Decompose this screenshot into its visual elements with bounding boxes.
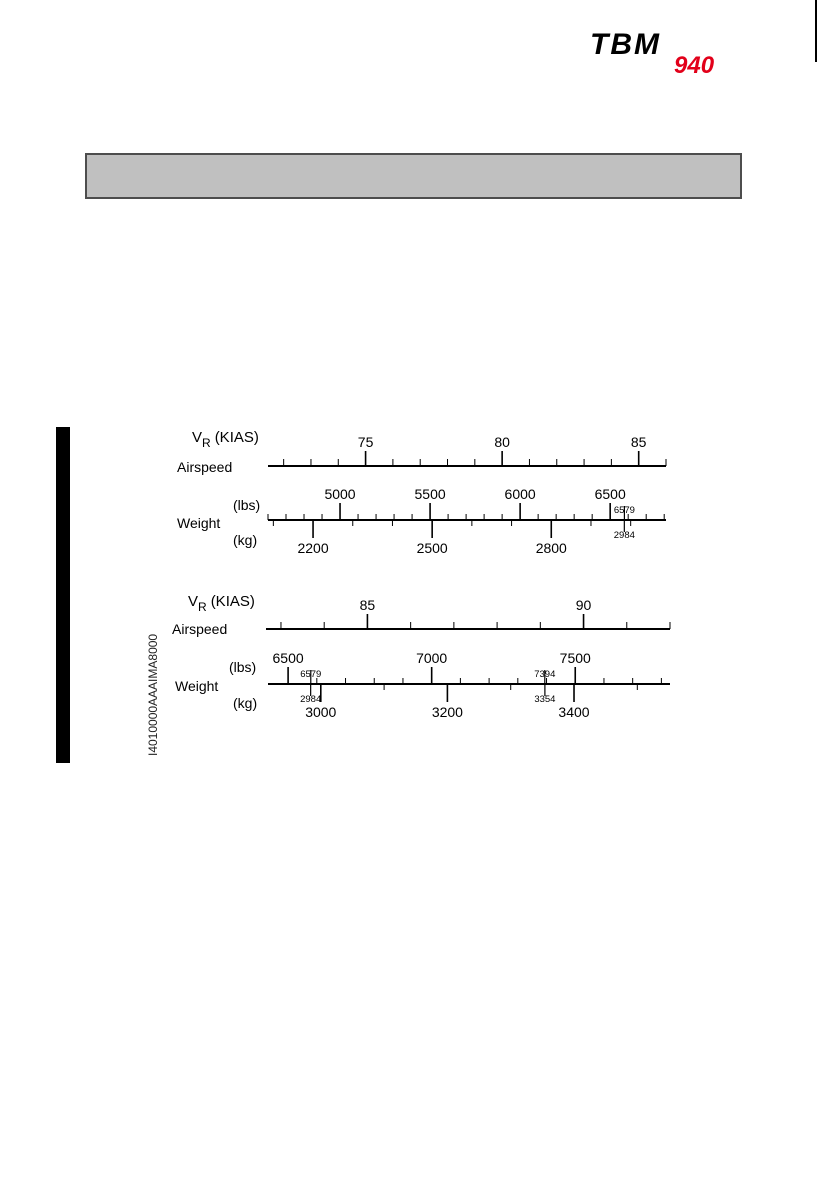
lbs-tick-label: 7500 [559,650,591,666]
vr-subscript: R [202,436,211,450]
weight-label: Weight [177,515,221,531]
vr-axis-title: $V_R$ (KIAS) [192,429,259,450]
logo-brand: TBM [590,28,661,61]
airspeed-tick-label: 90 [575,597,592,613]
kg-tick-label: 3000 [305,704,337,720]
lbs-tick-label: 6500 [272,650,304,666]
airspeed-tick-label: 80 [494,434,510,450]
kg-tick-label: 3400 [558,704,590,720]
lbs-unit-label: (lbs) [233,497,261,513]
lbs-unit-label: (lbs) [229,659,257,675]
airspeed-tick-label: 75 [357,434,374,450]
lbs-marker-label: 7394 [534,669,556,680]
kg-marker-label: 2984 [613,530,635,541]
kg-tick-label: 2800 [535,540,567,556]
vr-unit: (KIAS) [214,429,259,446]
kg-unit-label: (kg) [233,695,258,711]
vr-subscript: R [198,600,207,614]
logo-model: 940 [674,52,715,76]
lbs-tick-label: 5000 [324,486,356,502]
kg-tick-label: 2200 [297,540,329,556]
vr-unit: (KIAS) [210,593,255,610]
lbs-tick-label: 5500 [414,486,446,502]
figure-reference-code: I4010000AAAIMA8000 [146,633,160,756]
airspeed-tick-label: 85 [630,434,647,450]
kg-tick-label: 3200 [431,704,463,720]
lbs-marker-label: 6579 [613,505,635,516]
lbs-tick-label: 7000 [416,650,448,666]
kg-tick-label: 2500 [416,540,448,556]
airspeed-label: Airspeed [177,459,233,475]
kg-marker-label: 2984 [300,694,322,705]
weight-label: Weight [175,678,219,694]
kg-marker-label: 3354 [534,694,556,705]
kg-unit-label: (kg) [233,532,258,548]
lbs-tick-label: 6000 [504,486,536,502]
airspeed-tick-label: 85 [359,597,376,613]
lbs-marker-label: 6579 [300,669,322,680]
vr-axis-title: $V_R$ (KIAS) [188,593,255,614]
lbs-tick-label: 6500 [594,486,626,502]
airspeed-label: Airspeed [172,621,228,637]
